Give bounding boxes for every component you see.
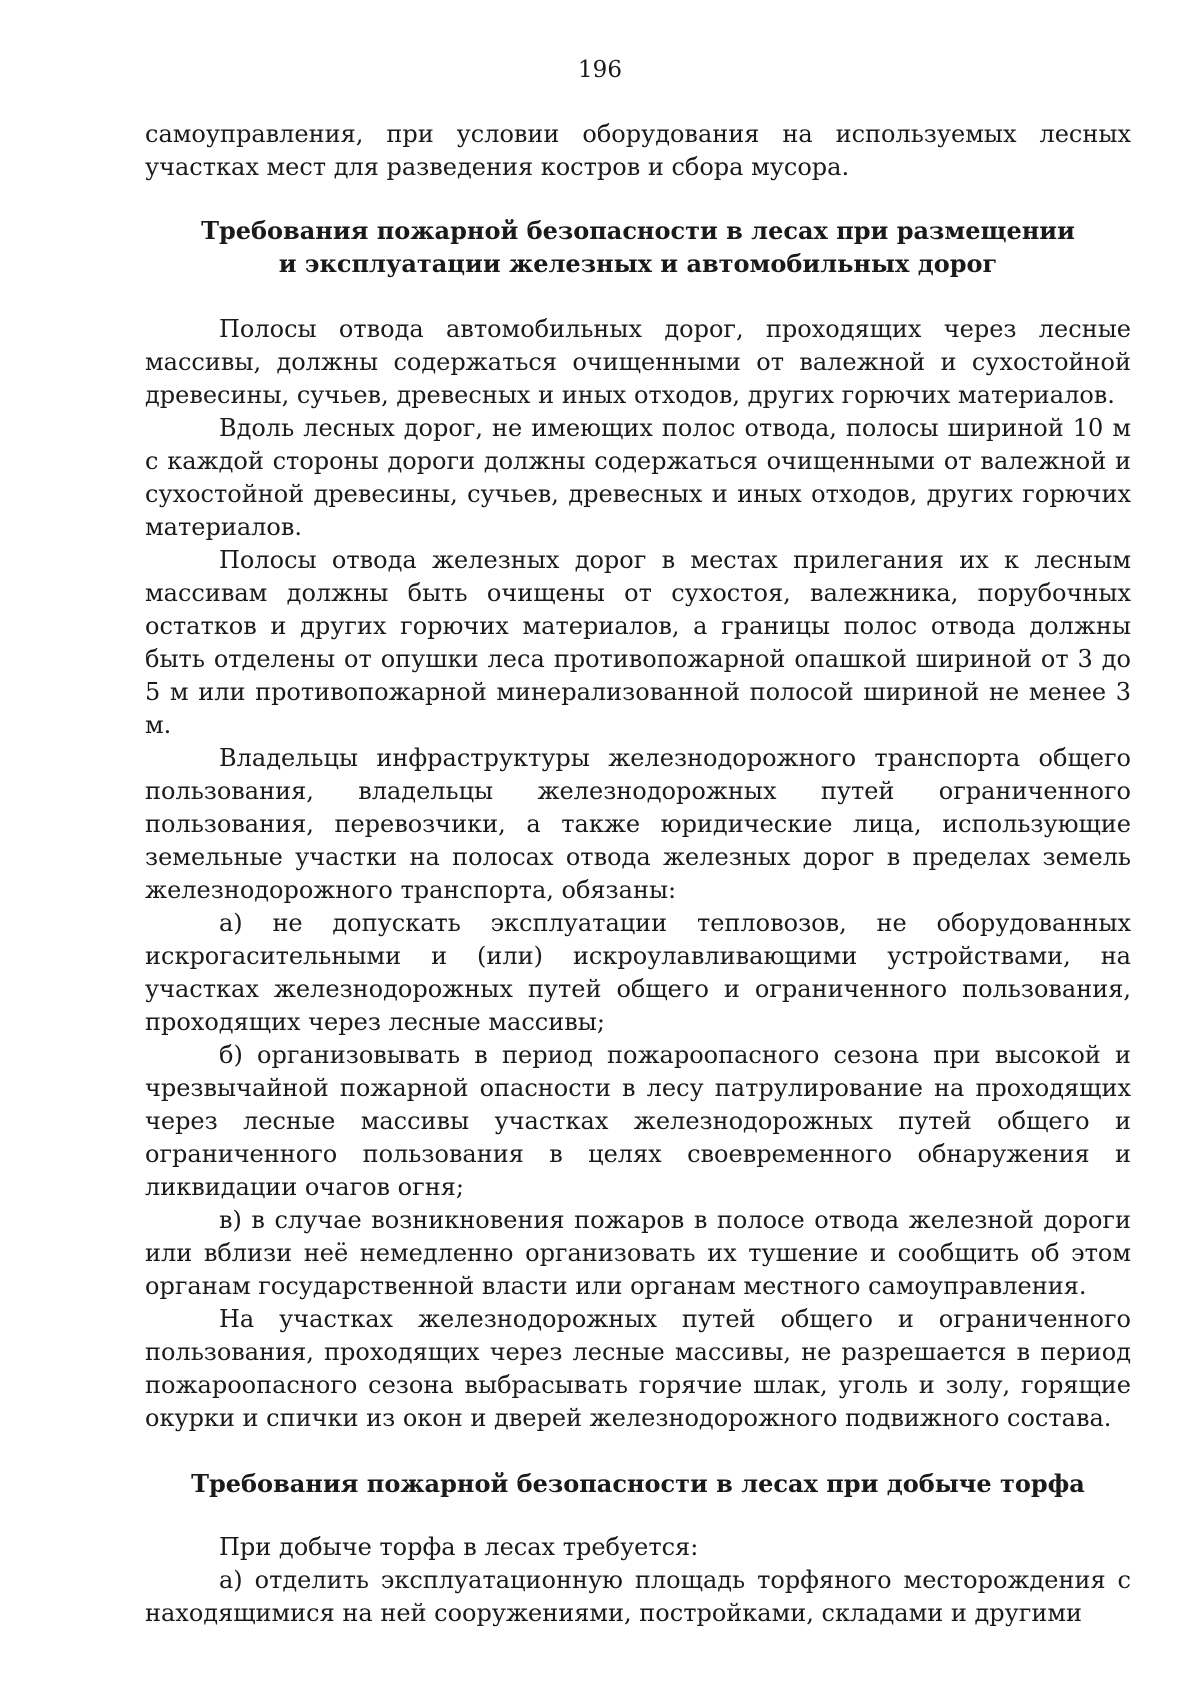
list-item-c: в) в случае возникновения пожаров в полосе отвода железной дороги или вблизи неё немедленно организовать их тушение и сообщить об этом органам государственной власти или органам местного самоуправления. (145, 1206, 1131, 1300)
list-item-b: б) организовывать в период пожароопасного сезона при высокой и чрезвычайной пожарной опасности в лесу патрулирование на проходящих через лесные массивы участках железнодорожных путей общего и ограниченного пользования в целях своевременного обнаружения и ликвидации очагов огня; (145, 1041, 1131, 1201)
section-heading-roads-line1: Требования пожарной безопасности в лесах при размещении (201, 216, 1075, 245)
page-number: 196 (578, 57, 622, 83)
paragraph-railway-owners: Владельцы инфраструктуры железнодорожного транспорта общего пользования, владельцы железнодорожных путей ограниченного пользования, перевозчики, а также юридические лица, использующие земельные участки на полосах отвода железных дорог в пределах земель железнодорожного транспорта, обязаны: (145, 744, 1131, 904)
page-content (145, 118, 1131, 1630)
list-item-peat-a: а) отделить эксплуатационную площадь торфяного месторождения с находящимися на ней сооружениями, постройками, складами и другими (145, 1566, 1131, 1627)
section-heading-peat: Требования пожарной безопасности в лесах при добыче торфа (191, 1469, 1085, 1498)
paragraph-forest-roads: Вдоль лесных дорог, не имеющих полос отвода, полосы шириной 10 м с каждой стороны дороги должны содержаться очищенными от валежной и сухостойной древесины, сучьев, древесных и иных отходов, других горючих материалов. (145, 414, 1131, 541)
paragraph-prohibition: На участках железнодорожных путей общего и ограниченного пользования, проходящих через лесные массивы, не разрешается в период пожароопасного сезона выбрасывать горячие шлак, уголь и золу, горящие окурки и спички из окон и дверей железнодорожного подвижного состава. (145, 1305, 1131, 1432)
section-heading-roads-line2: и эксплуатации железных и автомобильных дорог (278, 249, 998, 278)
paragraph-road-strips: Полосы отвода автомобильных дорог, проходящих через лесные массивы, должны содержаться очищенными от валежной и сухостойной древесины, сучьев, древесных и иных отходов, других горючих материалов. (145, 315, 1131, 409)
list-item-a: а) не допускать эксплуатации тепловозов, не оборудованных искрогасительными и (или) искроулавливающими устройствами, на участках железнодорожных путей общего и ограниченного пользования, проходящих через лесные массивы; (145, 909, 1131, 1036)
section-heading-roads (145, 214, 1131, 280)
paragraph-peat-intro: При добыче торфа в лесах требуется: (219, 1533, 699, 1561)
intro-paragraph: самоуправления, при условии оборудования на используемых лесных участках мест для разведения костров и сбора мусора. (145, 120, 1131, 181)
paragraph-railway-strips: Полосы отвода железных дорог в местах прилегания их к лесным массивам должны быть очищены от сухостоя, валежника, порубочных остатков и других горючих материалов, а границы полос отвода должны быть отделены от опушки леса противопожарной опашкой шириной от 3 до 5 м или противопожарной минерализованной полосой шириной не менее 3 м. (145, 546, 1131, 739)
